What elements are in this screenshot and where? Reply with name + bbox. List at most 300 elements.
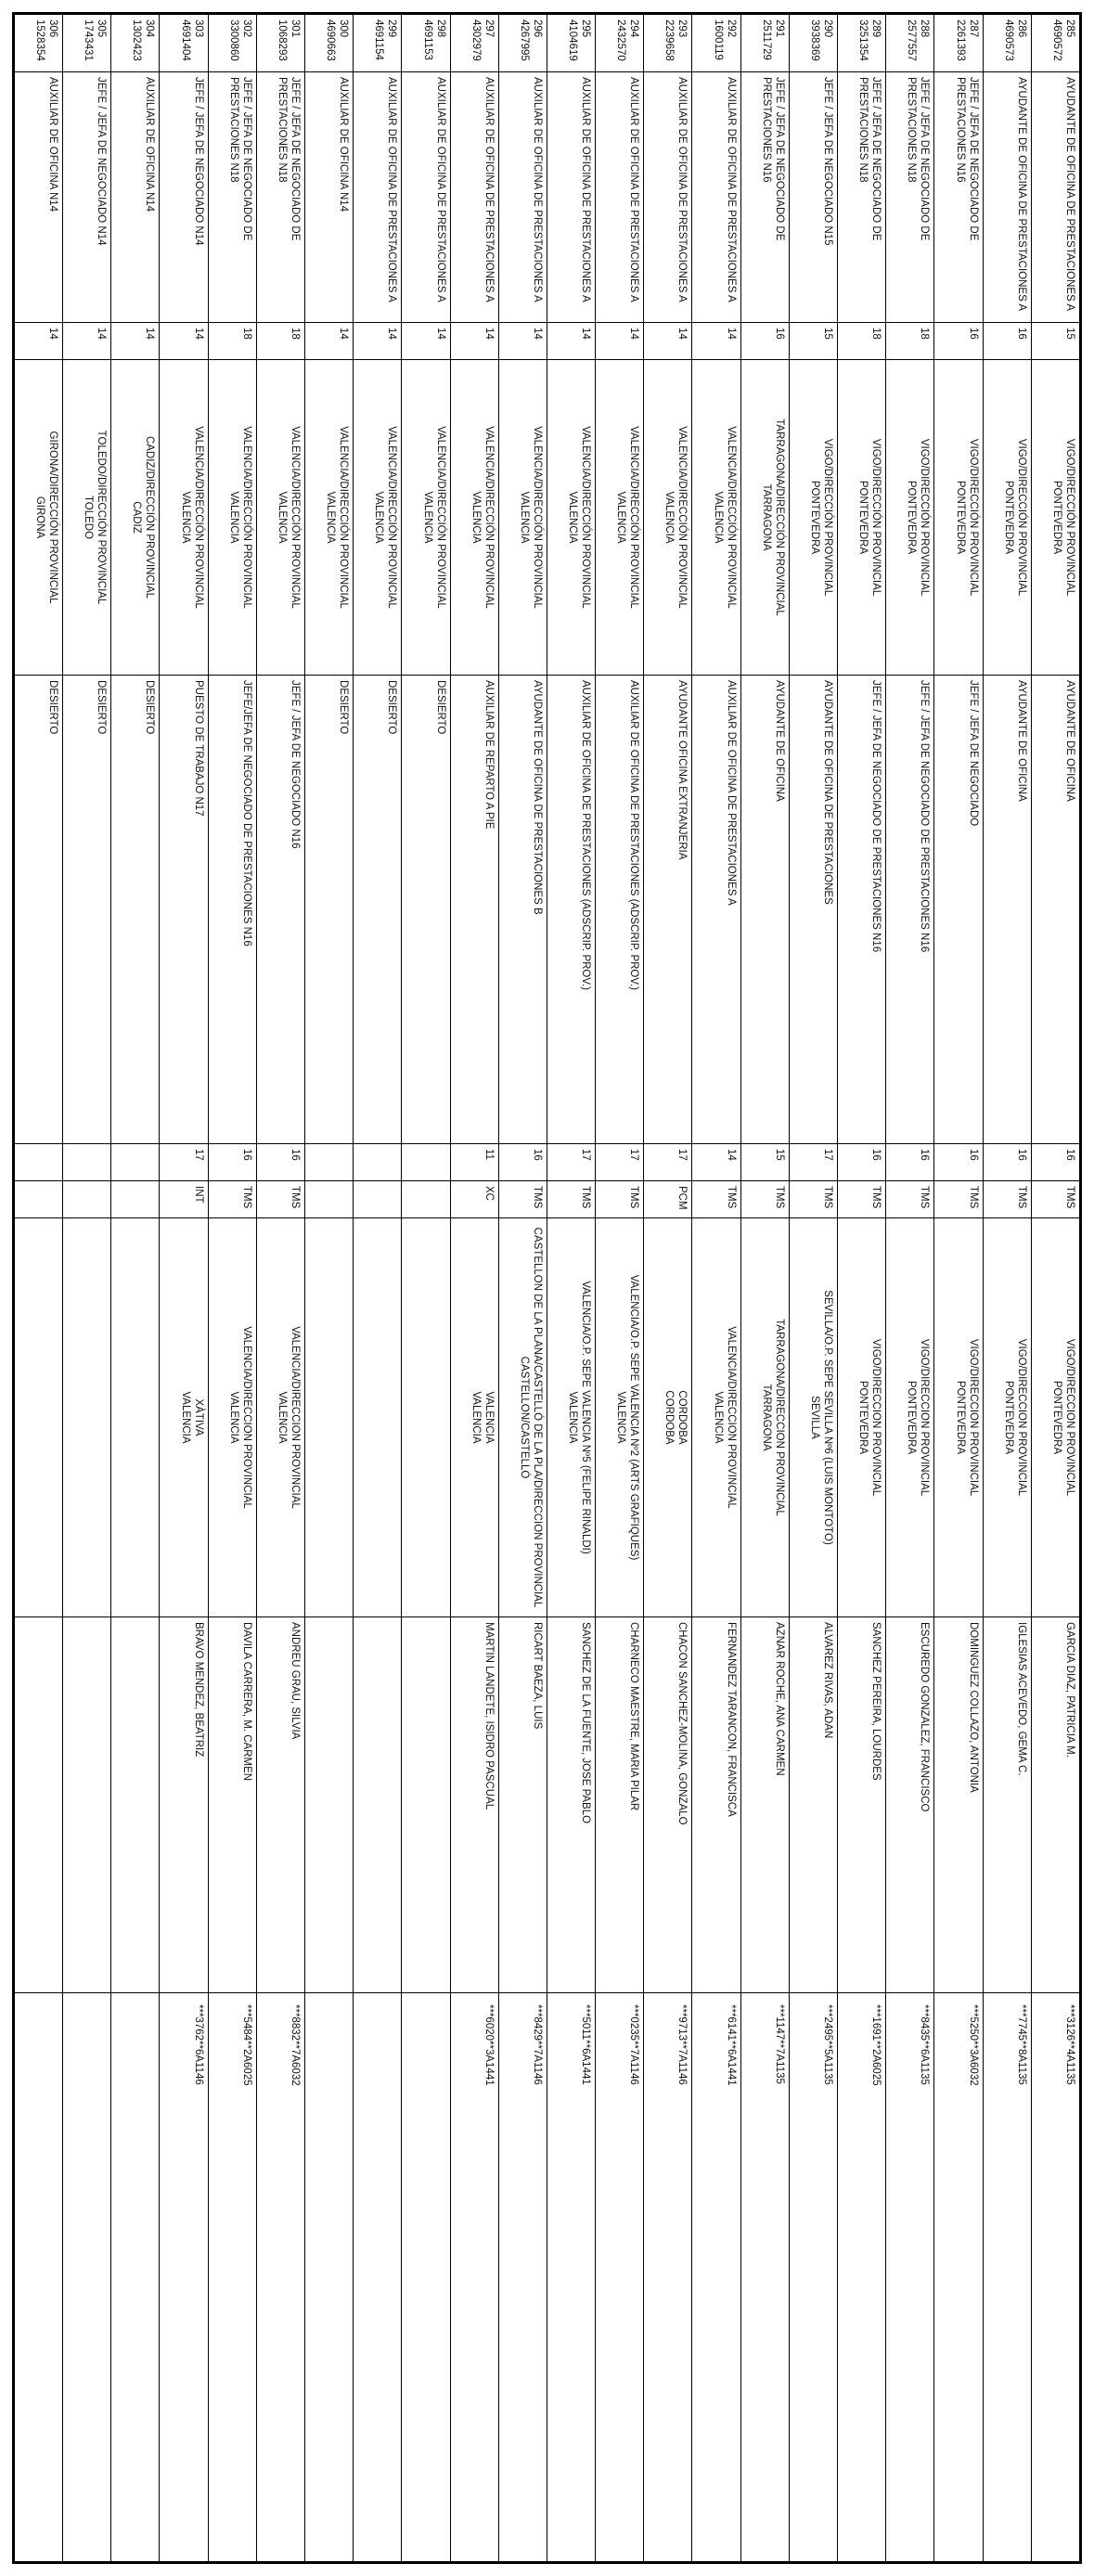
awarded-level-cell (257, 1144, 304, 1181)
awarded-location-cell-text: VALENCIA (712, 1391, 724, 1444)
name-cell (741, 1617, 789, 1993)
awarded-position-cell (547, 676, 595, 1144)
location-cell-text: VALENCIA (325, 491, 337, 544)
position-cell-text: AUXILIAR DE OFICINA DE PRESTACIONES A (725, 77, 737, 303)
group-cell (209, 1181, 256, 1218)
table-row (304, 15, 353, 2561)
location-cell-text: VALENCIA (615, 491, 627, 544)
awarded-level-cell-text: 11 (483, 1149, 495, 1160)
level-cell-text: 16 (1015, 328, 1027, 340)
name-cell-text: CHACON SANCHEZ-MOLINA, GONZALO (676, 1622, 689, 1825)
awarded-position-cell (63, 676, 110, 1144)
awarded-level-cell (499, 1144, 547, 1181)
position-cell (984, 72, 1031, 323)
awarded-location-cell-text: VIGO/DIRECCION PROVINCIAL (967, 1338, 979, 1497)
table-row (789, 15, 837, 2561)
awarded-location-cell-text: SEVILLA (809, 1396, 821, 1439)
location-cell-text: VALENCIA/DIRECCIÓN PROVINCIAL (338, 426, 350, 609)
row-number-cell-text: 298 (434, 19, 446, 38)
awarded-position-cell (838, 676, 885, 1144)
row-number-cell-text: 290 (822, 19, 834, 38)
name-cell-text: CHARNECO MAESTRE, MARIA PILAR (628, 1622, 640, 1811)
awarded-location-cell (693, 1218, 740, 1617)
level-cell (984, 323, 1031, 360)
level-cell (63, 323, 110, 360)
awarded-location-cell (451, 1218, 498, 1617)
awarded-level-cell (547, 1144, 595, 1181)
location-cell-text: CADIZ/DIRECCIÓN PROVINCIAL (144, 435, 156, 599)
name-cell (111, 1617, 159, 1993)
awarded-location-cell (63, 1218, 110, 1617)
position-cell (886, 72, 933, 323)
awarded-level-cell (15, 1144, 62, 1181)
name-cell (499, 1617, 547, 1993)
awarded-location-cell (596, 1218, 643, 1617)
location-cell-text: TOLEDO/DIRECCIÓN PROVINCIAL (96, 430, 108, 605)
location-cell (63, 360, 110, 676)
awarded-level-cell (451, 1144, 498, 1181)
id-cell (596, 1993, 643, 2561)
name-cell-text: DAVILA CARRERA, M. CARMEN (240, 1622, 252, 1782)
awarded-location-cell-text: XÀTIVA (192, 1398, 204, 1436)
awarded-level-cell-text: 16 (919, 1149, 931, 1161)
group-cell (160, 1181, 207, 1218)
row-number-cell-text: 2261393 (954, 19, 966, 61)
group-cell (741, 1181, 789, 1218)
row-number-cell (209, 15, 256, 72)
awarded-position-cell-text: DESIERTO (338, 680, 350, 735)
group-cell-text: TMS (1064, 1186, 1075, 1209)
group-cell (790, 1181, 837, 1218)
name-cell (402, 1617, 449, 1993)
awarded-position-cell (499, 676, 547, 1144)
row-number-cell-text: 306 (47, 19, 59, 38)
awarded-location-cell-text: VIGO/DIRECCION PROVINCIAL (1064, 1338, 1075, 1497)
id-cell (1032, 1993, 1079, 2561)
table-row (256, 15, 304, 2561)
position-cell-text: AUXILIAR DE OFICINA DE PRESTACIONES A (676, 77, 689, 303)
id-cell (305, 1993, 353, 2561)
row-number-cell-text: 4690663 (325, 19, 337, 61)
row-number-cell (984, 15, 1031, 72)
location-cell-text: VALENCIA/DIRECCIÓN PROVINCIAL (434, 426, 446, 609)
table-row (692, 15, 740, 2561)
adjudication-table (12, 12, 1082, 2564)
awarded-location-cell (209, 1218, 256, 1617)
location-cell-text: GIRONA (34, 496, 46, 539)
row-number-cell (886, 15, 933, 72)
group-cell (305, 1181, 353, 1218)
awarded-position-cell (984, 676, 1031, 1144)
id-cell (15, 1993, 62, 2561)
awarded-position-cell-text: AYUDANTE DE OFICINA (1015, 680, 1027, 802)
row-number-cell-text: 1743431 (83, 19, 95, 61)
id-cell-text: ***5484**2A6025 (240, 2004, 252, 2086)
group-cell (257, 1181, 304, 1218)
group-cell (886, 1181, 933, 1218)
table-row (643, 15, 691, 2561)
location-cell-text: VALENCIA/DIRECCIÓN PROVINCIAL (580, 426, 592, 609)
row-number-cell (15, 15, 62, 72)
awarded-level-cell (160, 1144, 207, 1181)
awarded-level-cell-text: 16 (240, 1149, 252, 1161)
location-cell-text: PONTEVEDRA (954, 480, 966, 555)
location-cell-text: GIRONA/DIRECCIÓN PROVINCIAL (47, 431, 59, 604)
level-cell (644, 323, 691, 360)
location-cell (1032, 360, 1079, 676)
id-cell (886, 1993, 933, 2561)
level-cell-text: 14 (725, 328, 737, 340)
position-cell-text: JEFE / JEFA DE NEGOCIADO DE PRESTACIONES N16 (954, 77, 979, 241)
location-cell (596, 360, 643, 676)
awarded-location-cell-text: VALENCIA (470, 1391, 482, 1444)
location-cell-text: VALENCIA/DIRECCIÓN PROVINCIAL (531, 426, 543, 609)
name-cell (838, 1617, 885, 1993)
table-row (15, 15, 62, 2561)
awarded-position-cell-text: AYUDANTE DE OFICINA DE PRESTACIONES (822, 680, 834, 905)
row-number-cell-text: 4691153 (421, 19, 433, 60)
position-cell (1032, 72, 1079, 323)
location-cell (354, 360, 401, 676)
level-cell-text: 18 (870, 328, 882, 340)
table-row (450, 15, 498, 2561)
awarded-position-cell-text: DESIERTO (96, 680, 108, 735)
name-cell (63, 1617, 110, 1993)
position-cell-text: AYUDANTE DE OFICINA DE PRESTACIONES A (1064, 77, 1075, 311)
location-cell-text: VALENCIA/DIRECCIÓN PROVINCIAL (290, 426, 301, 609)
position-cell (693, 72, 740, 323)
name-cell (257, 1617, 304, 1993)
table-row (353, 15, 401, 2561)
id-cell-text: ***8832**7A6032 (290, 2004, 301, 2086)
level-cell-text: 14 (338, 328, 350, 340)
location-cell-text: VALENCIA/DIRECCIÓN PROVINCIAL (483, 426, 495, 609)
name-cell (596, 1617, 643, 1993)
name-cell (934, 1617, 982, 1993)
location-cell-text: PONTEVEDRA (857, 480, 869, 555)
name-cell (451, 1617, 498, 1993)
awarded-position-cell-text: JEFE / JEFA DE NEGOCIADO DE PRESTACIONES N16 (870, 680, 882, 953)
awarded-position-cell (596, 676, 643, 1144)
group-cell-text: PCM (676, 1186, 689, 1210)
awarded-position-cell (886, 676, 933, 1144)
group-cell (838, 1181, 885, 1218)
awarded-position-cell-text: AYUDANTE OFICINA EXTRANJERIA (676, 680, 689, 860)
position-cell (63, 72, 110, 323)
row-number-cell-text: 1068293 (277, 19, 288, 61)
position-cell-text: AUXILIAR DE OFICINA N14 (144, 77, 156, 213)
table-row (933, 15, 982, 2561)
awarded-position-cell-text: JEFE/JEFA DE NEGOCIADO DE PRESTACIONES N16 (240, 680, 252, 947)
id-cell (984, 1993, 1031, 2561)
awarded-location-cell-text: PONTEVEDRA (1051, 1380, 1062, 1455)
level-cell-text: 18 (290, 328, 301, 340)
name-cell-text: AZNAR ROCHE, ANA CARMEN (773, 1622, 785, 1776)
location-cell-text: PONTEVEDRA (809, 480, 821, 555)
awarded-position-cell-text: DESIERTO (386, 680, 398, 735)
awarded-location-cell (1032, 1218, 1079, 1617)
row-number-cell-text: 295 (580, 19, 592, 38)
awarded-position-cell-text: AUXILIAR DE REPARTO A PIE (483, 680, 495, 830)
row-number-cell-text: 4267995 (518, 19, 530, 61)
group-cell (63, 1181, 110, 1218)
awarded-position-cell (209, 676, 256, 1144)
awarded-location-cell (15, 1218, 62, 1617)
position-cell (257, 72, 304, 323)
level-cell (15, 323, 62, 360)
awarded-location-cell-text: PONTEVEDRA (857, 1380, 869, 1455)
group-cell (644, 1181, 691, 1218)
awarded-position-cell (741, 676, 789, 1144)
position-cell-text: AUXILIAR DE OFICINA DE PRESTACIONES A (483, 77, 495, 303)
row-number-cell-text: 1600119 (712, 19, 724, 60)
group-cell (984, 1181, 1031, 1218)
position-cell (305, 72, 353, 323)
location-cell (741, 360, 789, 676)
awarded-position-cell (402, 676, 449, 1144)
level-cell (257, 323, 304, 360)
awarded-level-cell-text: 14 (725, 1149, 737, 1161)
id-cell (160, 1993, 207, 2561)
row-number-cell-text: 296 (531, 19, 543, 38)
level-cell (209, 323, 256, 360)
row-number-cell (741, 15, 789, 72)
name-cell (1032, 1617, 1079, 1993)
awarded-position-cell-text: AUXILIAR DE OFICINA DE PRESTACIONES A (725, 680, 737, 906)
level-cell-text: 15 (1064, 328, 1075, 340)
table-row (740, 15, 789, 2561)
level-cell-text: 14 (434, 328, 446, 340)
level-cell-text: 15 (822, 328, 834, 340)
group-cell-text: TMS (628, 1186, 640, 1209)
location-cell (402, 360, 449, 676)
location-cell-text: VIGO/DIRECCIÓN PROVINCIAL (1015, 438, 1027, 597)
awarded-level-cell (63, 1144, 110, 1181)
row-number-cell (257, 15, 304, 72)
row-number-cell-text: 299 (386, 19, 398, 38)
awarded-position-cell (257, 676, 304, 1144)
name-cell-text: ANDREU GRAU, SILVIA (290, 1622, 301, 1740)
row-number-cell (644, 15, 691, 72)
awarded-location-cell-text: TARRAGONA/DIRECCION PROVINCIAL (773, 1319, 785, 1516)
location-cell-text: VALENCIA (518, 491, 530, 544)
location-cell (111, 360, 159, 676)
row-number-cell-text: 1302423 (131, 19, 143, 61)
name-cell (547, 1617, 595, 1993)
location-cell-text: TARRAGONA (760, 483, 772, 551)
position-cell-text: AUXILIAR DE OFICINA DE PRESTACIONES A (628, 77, 640, 303)
position-cell-text: AUXILIAR DE OFICINA DE PRESTACIONES A (531, 77, 543, 303)
awarded-location-cell-text: VALENCIA/DIRECCION PROVINCIAL (290, 1326, 301, 1509)
awarded-position-cell-text: DESIERTO (47, 680, 59, 735)
awarded-level-cell (596, 1144, 643, 1181)
location-cell (984, 360, 1031, 676)
awarded-position-cell-text: JEFE / JEFA DE NEGOCIADO N16 (290, 680, 301, 849)
position-cell (547, 72, 595, 323)
location-cell (547, 360, 595, 676)
table-row (208, 15, 256, 2561)
name-cell (209, 1617, 256, 1993)
awarded-position-cell (15, 676, 62, 1144)
awarded-location-cell-text: SEVILLA/O.P. SEPE SEVILLA Nº6 (LUIS MONTOTO) (822, 1290, 834, 1545)
level-cell (547, 323, 595, 360)
row-number-cell-text: 286 (1015, 19, 1027, 38)
awarded-level-cell (209, 1144, 256, 1181)
row-number-cell-text: 305 (96, 19, 108, 38)
awarded-level-cell-text: 17 (676, 1149, 689, 1161)
name-cell-text: FERNANDEZ TARANCON, FRANCISCA (725, 1622, 737, 1817)
name-cell-text: DOMINGUEZ COLLAZO, ANTONIA (967, 1622, 979, 1793)
row-number-cell-text: 297 (483, 19, 495, 38)
position-cell-text: JEFE / JEFA DE NEGOCIADO DE PRESTACIONES N18 (857, 77, 882, 241)
awarded-level-cell (402, 1144, 449, 1181)
location-cell-text: VALENCIA (179, 491, 191, 544)
awarded-level-cell-text: 17 (822, 1149, 834, 1161)
group-cell (354, 1181, 401, 1218)
group-cell (596, 1181, 643, 1218)
id-cell-text: ***9713**7A1146 (676, 2004, 689, 2085)
row-number-cell (111, 15, 159, 72)
location-cell-text: VALENCIA (277, 491, 288, 544)
location-cell-text: TARRAGONA/DIRECCIÓN PROVINCIAL (773, 419, 785, 616)
table-row (885, 15, 933, 2561)
location-cell (15, 360, 62, 676)
row-number-cell (596, 15, 643, 72)
group-cell-text: XC (483, 1186, 495, 1201)
name-cell (305, 1617, 353, 1993)
awarded-position-cell-text: DESIERTO (144, 680, 156, 735)
id-cell (547, 1993, 595, 2561)
location-cell-text: VALENCIA (421, 491, 433, 544)
level-cell (354, 323, 401, 360)
level-cell-text: 14 (676, 328, 689, 340)
awarded-level-cell-text: 16 (967, 1149, 979, 1161)
row-number-cell-text: 3251354 (857, 19, 869, 61)
row-number-cell-text: 301 (290, 19, 301, 38)
name-cell (886, 1617, 933, 1993)
level-cell (790, 323, 837, 360)
location-cell-text: PONTEVEDRA (906, 480, 918, 555)
position-cell-text: JEFE / JEFA DE NEGOCIADO N14 (96, 77, 108, 246)
table-row (498, 15, 547, 2561)
location-cell-text: VALENCIA (470, 491, 482, 544)
position-cell-text: AUXILIAR DE OFICINA N14 (338, 77, 350, 213)
location-cell-text: VALENCIA (712, 491, 724, 544)
awarded-level-cell (305, 1144, 353, 1181)
awarded-position-cell (1032, 676, 1079, 1144)
awarded-position-cell (693, 676, 740, 1144)
location-cell-text: VALENCIA/DIRECCIÓN PROVINCIAL (676, 426, 689, 609)
awarded-position-cell (934, 676, 982, 1144)
row-number-cell-text: 3300860 (227, 19, 239, 61)
level-cell-text: 14 (531, 328, 543, 340)
awarded-level-cell-text: 16 (290, 1149, 301, 1161)
position-cell-text: JEFE / JEFA DE NEGOCIADO DE PRESTACIONES N16 (760, 77, 785, 241)
id-cell-text: ***7745**8A1135 (1015, 2004, 1027, 2085)
group-cell (499, 1181, 547, 1218)
group-cell (111, 1181, 159, 1218)
group-cell (15, 1181, 62, 1218)
name-cell (644, 1617, 691, 1993)
name-cell-text: RICART BAEZA, LUIS (531, 1622, 543, 1730)
row-number-cell-text: 292 (725, 19, 737, 38)
row-number-cell (934, 15, 982, 72)
location-cell-text: CADIZ (131, 501, 143, 534)
level-cell-text: 14 (483, 328, 495, 340)
awarded-location-cell-text: VIGO/DIRECCION PROVINCIAL (919, 1338, 931, 1497)
row-number-cell-text: 4690573 (1002, 19, 1014, 61)
awarded-location-cell (547, 1218, 595, 1617)
position-cell-text: JEFE / JEFA DE NEGOCIADO N14 (192, 77, 204, 246)
position-cell-text: AUXILIAR DE OFICINA DE PRESTACIONES A (434, 77, 446, 303)
awarded-position-cell-text: JEFE / JEFA DE NEGOCIADO (967, 680, 979, 827)
awarded-location-cell (499, 1218, 547, 1617)
level-cell (741, 323, 789, 360)
id-cell-text: ***5011**6A1441 (580, 2004, 592, 2085)
location-cell-text: VALENCIA/DIRECCIÓN PROVINCIAL (240, 426, 252, 609)
position-cell (209, 72, 256, 323)
id-cell-text: ***8429**7A1146 (531, 2004, 543, 2085)
id-cell (402, 1993, 449, 2561)
awarded-level-cell (984, 1144, 1031, 1181)
row-number-cell-text: 302 (240, 19, 252, 38)
table-row (110, 15, 159, 2561)
awarded-position-cell-text: JEFE / JEFA DE NEGOCIADO DE PRESTACIONES N16 (919, 680, 931, 953)
awarded-level-cell-text: 16 (870, 1149, 882, 1161)
level-cell (160, 323, 207, 360)
awarded-location-cell (257, 1218, 304, 1617)
level-cell (499, 323, 547, 360)
name-cell (160, 1617, 207, 1993)
id-cell (499, 1993, 547, 2561)
position-cell-text: AUXILIAR DE OFICINA DE PRESTACIONES A (386, 77, 398, 303)
level-cell-text: 14 (192, 328, 204, 340)
name-cell-text: SANCHEZ PEREIRA, LOURDES (870, 1622, 882, 1781)
group-cell (451, 1181, 498, 1218)
row-number-cell (547, 15, 595, 72)
id-cell (644, 1993, 691, 2561)
group-cell-text: TMS (580, 1186, 592, 1209)
position-cell (402, 72, 449, 323)
position-cell (790, 72, 837, 323)
location-cell-text: VALENCIA/DIRECCIÓN PROVINCIAL (192, 426, 204, 609)
location-cell (693, 360, 740, 676)
position-cell (741, 72, 789, 323)
awarded-location-cell (984, 1218, 1031, 1617)
awarded-location-cell (790, 1218, 837, 1617)
level-cell-text: 16 (967, 328, 979, 340)
position-cell (934, 72, 982, 323)
location-cell (257, 360, 304, 676)
position-cell (499, 72, 547, 323)
awarded-location-cell (644, 1218, 691, 1617)
name-cell (693, 1617, 740, 1993)
location-cell-text: VALENCIA/DIRECCIÓN PROVINCIAL (725, 426, 737, 609)
awarded-location-cell-text: VIGO/DIRECCION PROVINCIAL (870, 1338, 882, 1497)
awarded-level-cell (790, 1144, 837, 1181)
awarded-location-cell-text: CORDOBA (663, 1390, 676, 1445)
row-number-cell (693, 15, 740, 72)
group-cell-text: TMS (531, 1186, 543, 1209)
location-cell-text: VIGO/DIRECCIÓN PROVINCIAL (822, 438, 834, 597)
awarded-level-cell-text: 16 (1015, 1149, 1027, 1161)
row-number-cell-text: 303 (192, 19, 204, 38)
row-number-cell (838, 15, 885, 72)
level-cell-text: 14 (47, 328, 59, 340)
awarded-location-cell-text: VALENCIA (567, 1391, 579, 1444)
location-cell-text: PONTEVEDRA (1002, 480, 1014, 555)
location-cell (209, 360, 256, 676)
